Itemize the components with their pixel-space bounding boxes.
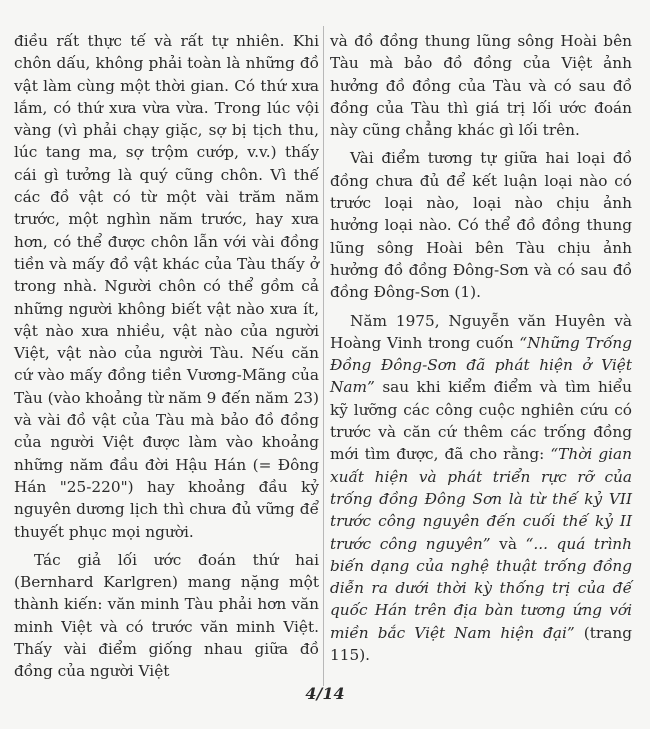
text-run: và (490, 534, 526, 553)
text-run: (trang 115). (330, 623, 632, 665)
paragraph: Vài điểm tương tự giữa hai loại đồ đồng chưa đủ để kết luận loại nào có trước loại nào, loại nào chịu ảnh hưởng loại nào. Có thể đồ đồng thung lũng sông Hoài bên Tàu chịu ảnh hưởng đồ đồng Đông-Sơn và có sau đồ đồng Đông-Sơn (1). (330, 149, 632, 302)
text-run: sau khi kiểm điểm và tìm hiểu kỹ lưỡng các công cuộc nghiên cứu có trước và căn cứ thêm các trống đồng mới tìm được, đã cho rằng: (330, 378, 632, 464)
paragraph (330, 310, 632, 667)
column-divider (323, 26, 324, 686)
paragraph: và đồ đồng thung lũng sông Hoài bên Tàu mà bảo đồ đồng của Việt ảnh hưởng đồ đồng của Tàu và có sau đồ đồng của Tàu thì giá trị lối ước đoán này cũng chẳng khác gì lối trên. (330, 32, 632, 140)
left-column (14, 30, 319, 683)
quotation: “Thời gian xuất hiện và phát triển rực rỡ của trống đồng Đông Sơn là từ thế kỷ VII trước công nguyên đến cuối thế kỷ II trước công nguyên” (330, 445, 632, 553)
paragraph: Tác giả lối ước đoán thứ hai (Bernhard Karlgren) mang nặng một thành kiến: văn minh Tàu phải hơn văn minh Việt và có trước văn minh Việt. Thấy vài điểm giống nhau giữa đồ đồng của người Việt (14, 550, 319, 681)
quotation: “... quá trình biến dạng của nghệ thuật trống đồng diễn ra dưới thời kỳ thống trị của đế quốc Hán trên địa bàn tương ứng với miền bắc Việt Nam hiện đại” (330, 534, 632, 642)
text-run: Năm 1975, Nguyễn văn Huyên và Hoàng Vinh trong cuốn (330, 311, 632, 352)
right-column (330, 30, 632, 666)
page-number: 4/14 (305, 684, 345, 703)
book-title: “Những Trống Đồng Đông-Sơn đã phát hiện ở Việt Nam” (330, 333, 632, 397)
paragraph: điều rất thực tế và rất tự nhiên. Khi chôn dấu, không phải toàn là những đồ vật làm cùng một thời gian. Có thứ xưa lắm, có thứ xưa vừa vừa. Trong lúc vội vàng (vì phải chạy giặc, sợ bị tịch thu, lúc tang ma, sợ trộm cướp, v.v.) thấy cái gì tưởng là quý cũng chôn. Vì thế các đồ vật có từ một vài trăm năm trước, một nghìn năm trước, hay xưa hơn, có thể được chôn lẫn với vài đồng tiền và mấy đồ vật khác của Tàu thấy ở trong nhà. Người chôn có thể gồm cả những người không biết vật nào xưa ít, vật nào xưa nhiều, vật nào của người Việt, vật nào của người Tàu. Nếu căn cứ vào mấy đồng tiền Vương-Mãng của Tàu (vào khoảng từ năm 9 đến năm 23) và vài đồ vật của Tàu mà bảo đồ đồng của người Việt được làm vào khoảng những năm đầu đời Hậu Hán (= Đông Hán "25-220") hay khoảng đầu kỷ nguyên dương lịch thì chưa đủ vững để thuyết phục mọi người. (14, 32, 319, 541)
